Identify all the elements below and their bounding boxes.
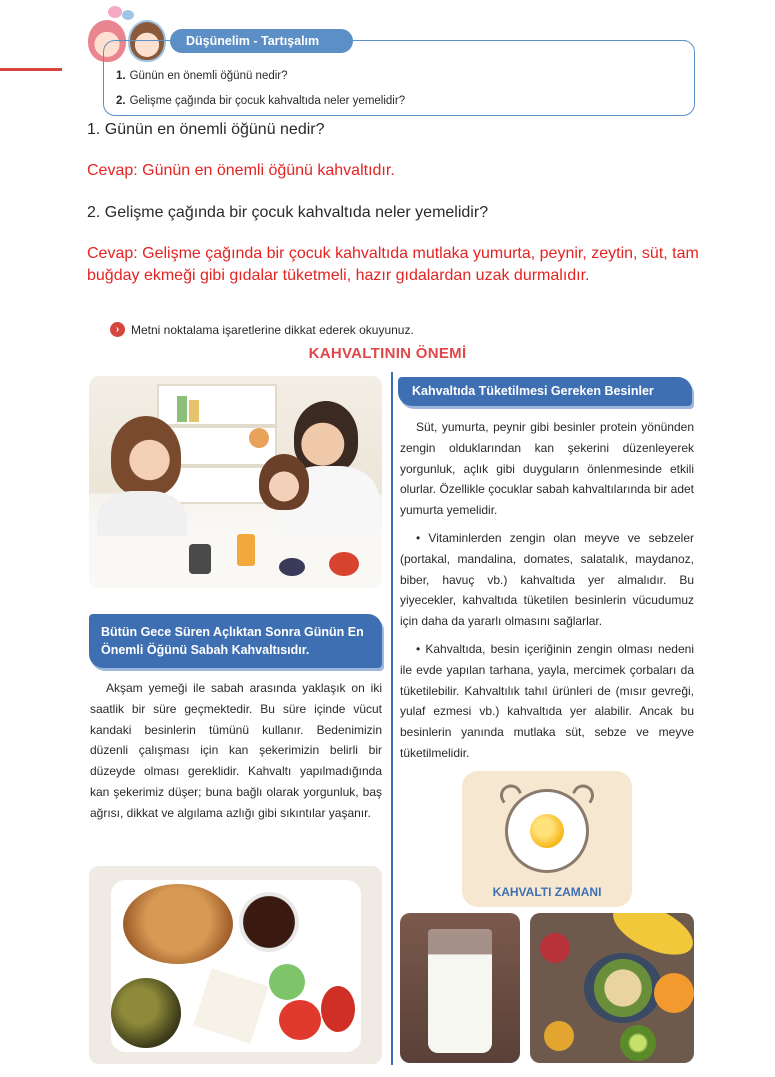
alarm-clock-icon (505, 789, 589, 873)
breakfast-time-card (462, 771, 632, 907)
answer-2: Cevap: Gelişme çağında bir çocuk kahvaltıda mutlaka yumurta, peynir, zeytin, süt, tam buğday ekmeği gibi gıdalar tüketmeli, hazır gıdalardan uzak durmalıdır. (87, 245, 699, 284)
milk-glass-photo (400, 913, 520, 1063)
egg-yolk-icon (530, 814, 564, 848)
reading-instruction: › Metni noktalama işaretlerine dikkat ederek okuyunuz. (110, 322, 414, 337)
answer-question-1: 1. Günün en önemli öğünü nedir? (87, 121, 325, 138)
think-discuss-title: Düşünelim - Tartışalım (170, 29, 353, 53)
right-section-text: Süt, yumurta, peynir gibi besinler protein yönünden zengin olduklarından kan şekerini düzenleyerek yorgunluk, açlık gibi duyguların önlenmesinde etkili olurlar. Özellikle çocuklar sabah kahvaltılarında bir adet yumurta yemelidir. • Vitaminlerden zengin olan meyve ve sebzeler (portakal, mandalina, domates, salatalık, maydanoz, biber, havuç vb.) kahvaltıda yer almalıdır. Bu yiyecekler, kahvaltıda tüketilen besinlerin vücudumuz için daha da yararlı olmasını sağlarlar. • Kahvaltıda, besin içeriğinin zengin olması nedeni ile evde yapılan tarhana, yayla, mercimek çorbaları da tüketilebilir. Kahvaltılık tahıl ürünleri de (mısır gevreği, yulaf ezmesi vb.) kahvaltıda yer alabilir. Ancak bu besinlerin yanında mutlaka süt, sebze ve meyve tüketilmelidir. (400, 420, 694, 760)
column-divider (391, 372, 393, 1065)
think-question-1: 1. Günün en önemli öğünü nedir? (116, 70, 288, 82)
speech-bubble-icon (122, 10, 134, 20)
margin-red-rule (0, 68, 62, 71)
left-section-text: Akşam yemeği ile sabah arasında yaklaşık on iki saatlik bir süre geçmektedir. Bu süre içinde vücut kandaki besinlerin tümünü kullanır. Bedenimizin düzenli çalışması için kan şekerimizin belirli bir düzeyde olması gereklidir. Kahvaltı yapılmadığında kan şekerimiz düşer; buna bağlı olarak yorgunluk, baş ağrısı, dikkat ve algılama azlığı gibi sıkıntılar yaşanır. (90, 681, 382, 820)
answer-1: Cevap: Günün en önemli öğünü kahvaltıdır. (87, 162, 395, 179)
dotted-rule (356, 40, 686, 41)
left-section-heading: Bütün Gece Süren Açlıktan Sonra Günün En Önemli Öğünü Sabah Kahvaltısıdır. (89, 614, 382, 668)
chevron-right-icon: › (110, 322, 125, 337)
page-title: KAHVALTININ ÖNEMİ (308, 345, 467, 362)
think-question-2: 2. Gelişme çağında bir çocuk kahvaltıda neler yemelidir? (116, 95, 406, 107)
fruit-bowl-photo (530, 913, 694, 1063)
breakfast-plate-photo (89, 866, 382, 1064)
answer-question-2: 2. Gelişme çağında bir çocuk kahvaltıda neler yemelidir? (87, 204, 489, 221)
speech-bubble-icon (108, 6, 122, 18)
right-section-heading: Kahvaltıda Tüketilmesi Gereken Besinler (398, 377, 692, 406)
breakfast-time-label: KAHVALTI ZAMANI (492, 885, 602, 899)
family-breakfast-photo (89, 376, 382, 588)
